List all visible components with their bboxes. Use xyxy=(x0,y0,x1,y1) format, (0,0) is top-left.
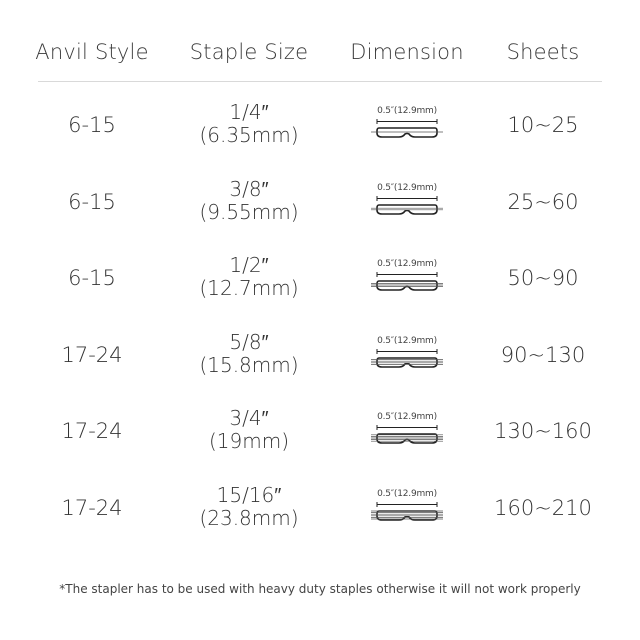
staple-size-inches: 3/4″ xyxy=(229,406,269,430)
anvil-style-cell: 17-24 xyxy=(61,342,123,367)
dimension-cell xyxy=(367,336,447,380)
header-dimension: Dimension xyxy=(350,40,464,64)
staple-size-inches: 3/8″ xyxy=(229,176,269,201)
anvil-style-cell: 6-15 xyxy=(68,113,116,137)
header-sheets: Sheets xyxy=(506,40,580,64)
table-row xyxy=(0,397,640,473)
dimension-cell xyxy=(367,259,447,303)
table-row xyxy=(0,168,640,244)
staple-size-cell xyxy=(199,484,298,530)
footnote: *The stapler has to be used with heavy duty staples otherwise it will not work properly xyxy=(59,582,581,596)
sheets-cell: 50~90 xyxy=(507,266,579,290)
staple-diagram-icon xyxy=(367,116,447,148)
sheets-cell: 90~130 xyxy=(500,342,586,367)
table-row xyxy=(0,91,640,167)
header-staple-size: Staple Size xyxy=(189,40,309,64)
staple-size-inches: 1/2″ xyxy=(229,253,269,277)
anvil-style-cell: 6-15 xyxy=(68,266,116,290)
anvil-style-cell: 17-24 xyxy=(61,495,123,520)
staple-size-inches: 1/4″ xyxy=(229,100,269,124)
staple-size-mm: (23.8mm) xyxy=(199,505,299,530)
staple-diagram-icon xyxy=(367,499,447,531)
dimension-label: 0.5″(12.9mm) xyxy=(377,259,437,269)
sheets-cell: 10~25 xyxy=(507,113,579,137)
sheets-cell: 130~160 xyxy=(494,419,592,443)
staple-size-mm: (6.35mm) xyxy=(199,123,299,147)
dimension-cell xyxy=(367,412,447,456)
dimension-cell xyxy=(367,489,447,533)
staple-size-cell xyxy=(209,407,289,453)
table-row xyxy=(0,474,640,550)
staple-size-mm: (19mm) xyxy=(208,429,290,453)
table-row xyxy=(0,321,640,397)
staple-size-cell xyxy=(199,101,298,147)
header-divider xyxy=(38,81,602,82)
dimension-label: 0.5″(12.9mm) xyxy=(377,106,437,116)
dimension-label: 0.5″(12.9mm) xyxy=(377,335,437,346)
staple-size-cell xyxy=(199,331,298,377)
header-anvil-style: Anvil Style xyxy=(35,40,149,64)
staple-size-mm: (15.8mm) xyxy=(199,352,299,377)
staple-size-inches: 5/8″ xyxy=(229,329,269,354)
dimension-cell xyxy=(367,183,447,227)
staple-diagram-icon xyxy=(367,346,447,378)
staple-size-cell xyxy=(199,178,298,224)
sheets-cell: 160~210 xyxy=(494,495,592,520)
staple-diagram-icon xyxy=(367,422,447,454)
dimension-label: 0.5″(12.9mm) xyxy=(377,488,437,499)
dimension-label: 0.5″(12.9mm) xyxy=(377,412,437,422)
sheets-cell: 25~60 xyxy=(507,189,579,214)
dimension-cell xyxy=(367,106,447,150)
anvil-style-cell: 6-15 xyxy=(68,189,116,214)
staple-size-inches: 15/16″ xyxy=(216,482,282,507)
anvil-style-cell: 17-24 xyxy=(61,419,123,443)
staple-size-cell xyxy=(199,254,298,300)
staple-size-mm: (12.7mm) xyxy=(199,276,299,300)
table-header xyxy=(0,0,640,82)
table-row xyxy=(0,244,640,320)
staple-size-mm: (9.55mm) xyxy=(199,199,299,224)
staple-diagram-icon xyxy=(367,193,447,225)
staple-diagram-icon xyxy=(367,269,447,301)
dimension-label: 0.5″(12.9mm) xyxy=(377,182,437,193)
